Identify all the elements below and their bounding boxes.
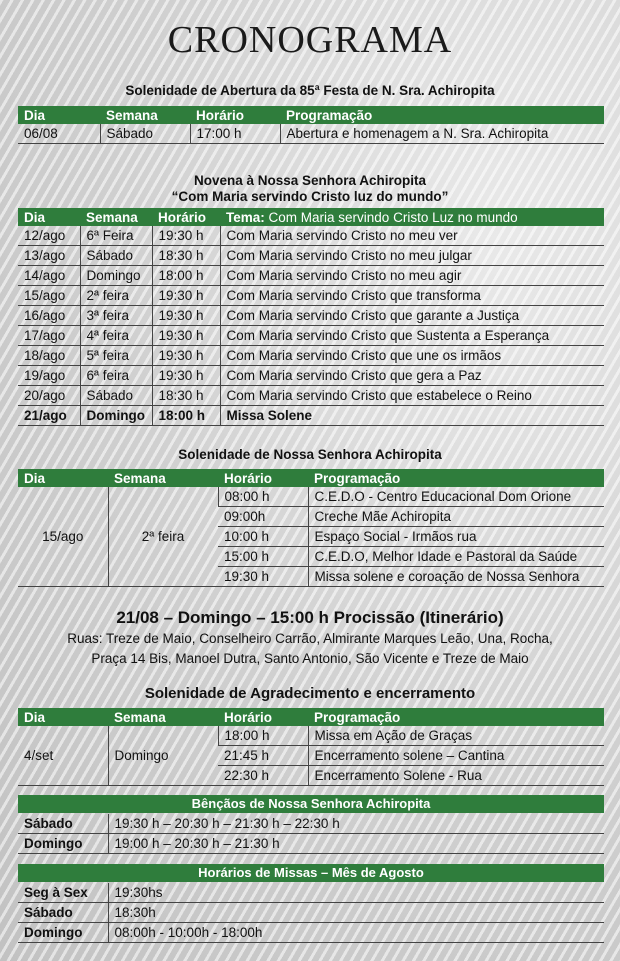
cell-horario: 19:30 h <box>152 286 220 306</box>
table-row <box>18 903 604 923</box>
table-row <box>18 923 604 943</box>
cell-horario: 18:00 h <box>152 266 220 286</box>
cell-programacao: C.E.D.O - Centro Educacional Dom Orione <box>308 487 604 507</box>
cell-day: Domingo <box>18 834 108 854</box>
cell-times: 19:30hs <box>108 883 604 903</box>
tema-label: Tema: <box>226 209 265 225</box>
cell-semana: 6ª feira <box>80 366 152 386</box>
cell-tema: Com Maria servindo Cristo que une os irmãos <box>220 346 604 366</box>
table-row <box>18 124 604 144</box>
header-tema <box>220 208 604 226</box>
table-row <box>18 306 604 326</box>
cell-dia: 13/ago <box>18 246 80 266</box>
cell-times: 19:30 h – 20:30 h – 21:30 h – 22:30 h <box>108 814 604 834</box>
header-semana: Semana <box>108 708 218 726</box>
cell-programacao: C.E.D.O, Melhor Idade e Pastoral da Saúde <box>308 547 604 567</box>
header-semana: Semana <box>80 208 152 226</box>
table-row <box>18 726 604 746</box>
tema-text: Com Maria servindo Cristo Luz no mundo <box>268 209 518 225</box>
cell-semana: Domingo <box>108 726 218 786</box>
table-row <box>18 814 604 834</box>
cell-day: Sábado <box>18 903 108 923</box>
cell-horario: 21:45 h <box>218 746 308 766</box>
cell-horario: 19:30 h <box>218 567 308 587</box>
table-header-row <box>18 708 604 726</box>
cell-dia: 4/set <box>18 726 108 786</box>
table-row <box>18 346 604 366</box>
missas-heading: Horários de Missas – Mês de Agosto <box>18 864 604 882</box>
abertura-table <box>18 106 604 144</box>
bencaos-table <box>18 814 604 854</box>
cell-horario: 19:30 h <box>152 226 220 246</box>
novena-theme-quote: “Com Maria servindo Cristo luz do mundo” <box>171 189 449 204</box>
cell-day: Domingo <box>18 923 108 943</box>
cell-horario: 09:00h <box>218 507 308 527</box>
cell-tema: Com Maria servindo Cristo no meu julgar <box>220 246 604 266</box>
header-programacao: Programação <box>280 106 604 124</box>
cell-horario: 17:00 h <box>190 124 280 144</box>
cell-dia: 14/ago <box>18 266 80 286</box>
procissao-route-line-2: Praça 14 Bis, Manoel Dutra, Santo Antonio, São Vicente e Treze de Maio <box>91 651 529 666</box>
cell-semana: Sábado <box>80 246 152 266</box>
table-row <box>18 246 604 266</box>
cell-tema: Com Maria servindo Cristo que estabelece o Reino <box>220 386 604 406</box>
cell-dia: 21/ago <box>18 406 80 426</box>
table-row <box>18 366 604 386</box>
cell-programacao: Abertura e homenagem a N. Sra. Achiropita <box>280 124 604 144</box>
cell-semana: 5ª feira <box>80 346 152 366</box>
cell-semana: 2ª feira <box>80 286 152 306</box>
cell-programacao: Missa em Ação de Graças <box>308 726 604 746</box>
procissao-heading: 21/08 – Domingo – 15:00 h Procissão (Itinerário) <box>116 608 504 627</box>
header-horario: Horário <box>152 208 220 226</box>
header-dia: Dia <box>18 106 100 124</box>
procissao-route-line-1: Ruas: Treze de Maio, Conselheiro Carrão, Almirante Marques Leão, Una, Rocha, <box>67 631 553 646</box>
cell-times: 18:30h <box>108 903 604 923</box>
agradecimento-table <box>18 708 604 786</box>
table-row <box>18 834 604 854</box>
cell-tema: Com Maria servindo Cristo que transforma <box>220 286 604 306</box>
cell-semana: Sábado <box>100 124 190 144</box>
cell-programacao: Encerramento Solene - Rua <box>308 766 604 786</box>
cell-tema: Com Maria servindo Cristo que garante a Justiça <box>220 306 604 326</box>
cell-programacao: Encerramento solene – Cantina <box>308 746 604 766</box>
cell-semana: 2ª feira <box>108 487 218 587</box>
cell-horario: 18:00 h <box>218 726 308 746</box>
header-horario: Horário <box>218 708 308 726</box>
cell-tema: Com Maria servindo Cristo no meu agir <box>220 266 604 286</box>
table-header-row <box>18 469 604 487</box>
page-title: CRONOGRAMA <box>167 19 453 61</box>
cell-horario: 08:00 h <box>218 487 308 507</box>
header-horario: Horário <box>218 469 308 487</box>
cell-dia: 15/ago <box>18 487 108 587</box>
cell-tema: Com Maria servindo Cristo que gera a Paz <box>220 366 604 386</box>
abertura-heading: Solenidade de Abertura da 85ª Festa de N. Sra. Achiropita <box>125 83 495 98</box>
cell-programacao: Missa solene e coroação de Nossa Senhora <box>308 567 604 587</box>
header-dia: Dia <box>18 708 108 726</box>
bencaos-heading: Bênçãos de Nossa Senhora Achiropita <box>18 795 604 813</box>
cell-horario: 22:30 h <box>218 766 308 786</box>
cell-dia: 12/ago <box>18 226 80 246</box>
cell-horario: 18:30 h <box>152 246 220 266</box>
cell-programacao: Creche Mãe Achiropita <box>308 507 604 527</box>
header-semana: Semana <box>108 469 218 487</box>
cell-semana: Domingo <box>80 266 152 286</box>
novena-table <box>18 208 604 426</box>
table-row <box>18 386 604 406</box>
table-row <box>18 487 604 507</box>
table-row <box>18 883 604 903</box>
cell-semana: 3ª feira <box>80 306 152 326</box>
table-header-row <box>18 106 604 124</box>
table-header-row <box>18 208 604 226</box>
cell-times: 08:00h - 10:00h - 18:00h <box>108 923 604 943</box>
cell-tema: Com Maria servindo Cristo no meu ver <box>220 226 604 246</box>
cell-horario: 19:30 h <box>152 366 220 386</box>
cell-day: Seg à Sex <box>18 883 108 903</box>
header-dia: Dia <box>18 469 108 487</box>
cell-programacao: Espaço Social - Irmãos rua <box>308 527 604 547</box>
cell-day: Sábado <box>18 814 108 834</box>
cell-horario: 10:00 h <box>218 527 308 547</box>
header-semana: Semana <box>100 106 190 124</box>
novena-heading: Novena à Nossa Senhora Achiropita <box>193 173 427 188</box>
table-row-final <box>18 406 604 426</box>
cell-horario: 15:00 h <box>218 547 308 567</box>
cell-dia: 15/ago <box>18 286 80 306</box>
table-row <box>18 286 604 306</box>
cell-dia: 06/08 <box>18 124 100 144</box>
cell-dia: 16/ago <box>18 306 80 326</box>
cell-dia: 20/ago <box>18 386 80 406</box>
table-row <box>18 326 604 346</box>
cell-tema: Com Maria servindo Cristo que Sustenta a Esperança <box>220 326 604 346</box>
cell-horario: 19:30 h <box>152 346 220 366</box>
cell-dia: 18/ago <box>18 346 80 366</box>
agradecimento-heading: Solenidade de Agradecimento e encerramento <box>144 685 476 702</box>
cell-times: 19:00 h – 20:30 h – 21:30 h <box>108 834 604 854</box>
cell-horario: 19:30 h <box>152 306 220 326</box>
cell-semana: Sábado <box>80 386 152 406</box>
cell-horario: 18:30 h <box>152 386 220 406</box>
cell-horario: 18:00 h <box>152 406 220 426</box>
table-row <box>18 226 604 246</box>
missas-table <box>18 883 604 943</box>
cell-dia: 17/ago <box>18 326 80 346</box>
cell-semana: Domingo <box>80 406 152 426</box>
header-programacao: Programação <box>308 708 604 726</box>
cell-horario: 19:30 h <box>152 326 220 346</box>
table-row <box>18 266 604 286</box>
solenidade-table <box>18 469 604 587</box>
cell-tema: Missa Solene <box>220 406 604 426</box>
header-dia: Dia <box>18 208 80 226</box>
header-horario: Horário <box>190 106 280 124</box>
solenidade-heading: Solenidade de Nossa Senhora Achiropita <box>178 447 442 462</box>
cell-semana: 6ª Feira <box>80 226 152 246</box>
cell-dia: 19/ago <box>18 366 80 386</box>
cell-semana: 4ª feira <box>80 326 152 346</box>
header-programacao: Programação <box>308 469 604 487</box>
